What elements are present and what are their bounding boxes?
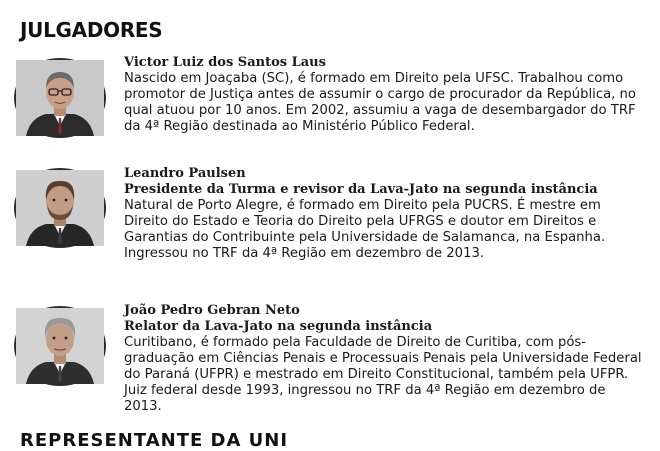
judge-name: João Pedro Gebran Neto <box>124 303 300 318</box>
man-portrait-gray-hair-icon <box>16 308 104 384</box>
judge-role: Presidente da Turma e revisor da Lava-Jato na segunda instância <box>124 182 598 197</box>
portrait-image <box>14 58 106 138</box>
judge-name: Victor Luiz dos Santos Laus <box>124 55 326 70</box>
judge-name: Leandro Paulsen <box>124 166 246 181</box>
judge-role: Relator da Lava-Jato na segunda instância <box>124 319 433 334</box>
man-portrait-glasses-icon <box>16 60 104 136</box>
judge-bio: Nascido em Joaçaba (SC), é formado em Direito pela UFSC. Trabalhou como promotor de Justiça antes de assumir o cargo de procurador da República, no qual atuou por 10 anos. Em 2002, assumiu a vaga de desembargador do TRF da 4ª Região destinada ao Ministério Público Federal. <box>124 71 636 134</box>
judge-bio: Curitibano, é formado pela Faculdade de Direito de Curitiba, com pós-graduação em Ciências Penais e Processuais Penais pela Universidade Federal do Paraná (UFPR) e mestrado em Direito Constitucional, também pela UFPR. Juiz federal desde 1993, ingressou no TRF da 4ª Região em dezembro de 2013. <box>124 335 642 414</box>
next-section-heading: REPRESENTANTE DA UNI <box>20 430 289 451</box>
next-section-heading-cut <box>20 430 350 451</box>
judge-bio: Natural de Porto Alegre, é formado em Direito pela PUCRS. É mestre em Direito do Estado e Teoria do Direito pela UFRGS e doutor em Direitos e Garantias do Contribuinte pela Universidade de Salamanca, na Espanha. Ingressou no TRF da 4ª Região em dezembro de 2013. <box>124 198 606 261</box>
section-title: JULGADORES <box>20 18 163 42</box>
portrait-image <box>14 306 106 386</box>
portrait-image <box>14 168 106 248</box>
man-portrait-beard-icon <box>16 170 104 246</box>
